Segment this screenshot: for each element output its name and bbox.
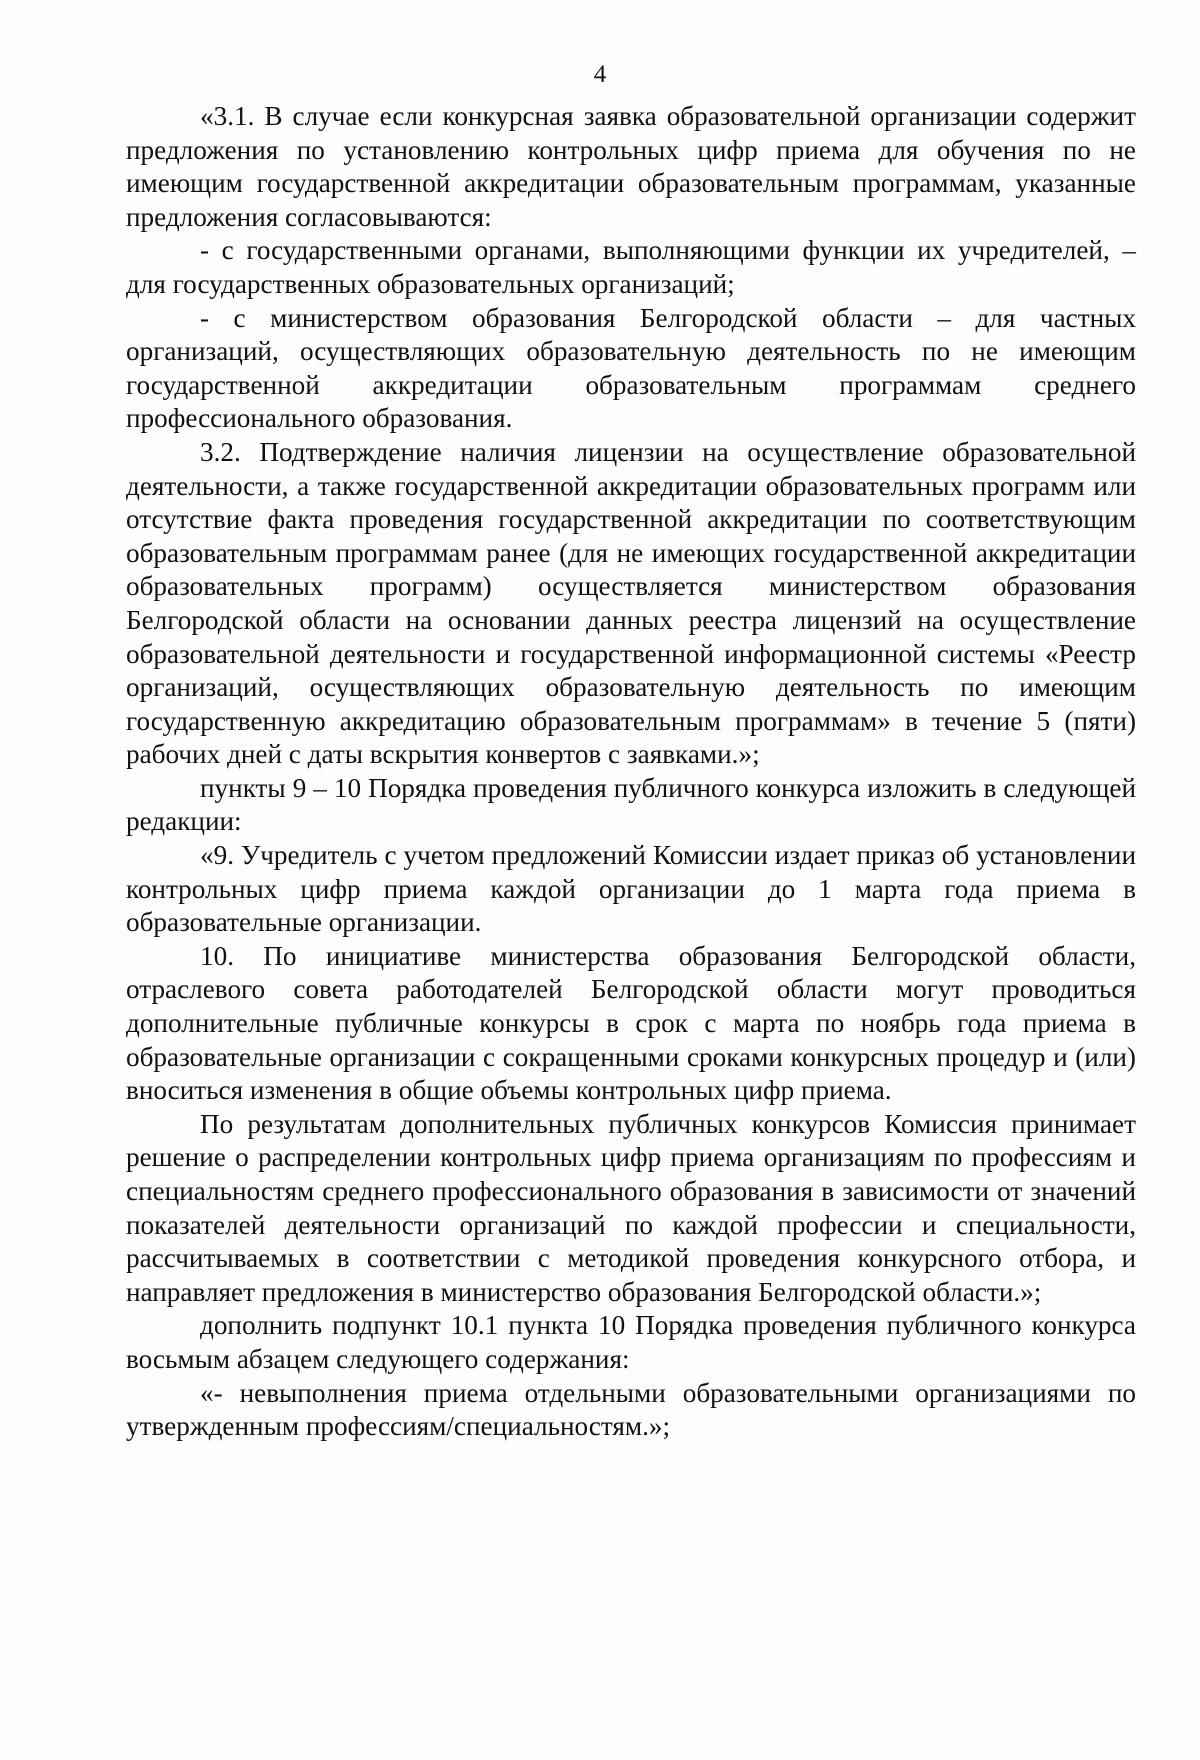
paragraph-dash-ministry: - с министерством образования Белгородской области – для частных организаций, осуществляющих образовательную деятельность по не имеющим государственной аккредитации образовательным программам среднего профессионального образования. bbox=[126, 302, 1136, 434]
paragraph-10-1-addition: «- невыполнения приема отдельными образовательными организациями по утвержденным профессиям/специальностям.»; bbox=[126, 1377, 1136, 1442]
paragraph-results: По результатам дополнительных публичных конкурсов Комиссия принимает решение о распределении контрольных цифр приема организациям по профессиям и специальностям среднего профессионального образования в зависимости от значений показателей деятельности организаций по каждой профессии и специальности, рассчитываемых в соответствии с методикой проведения конкурсного отбора, и направляет предложения в министерство образования Белгородской области.»; bbox=[126, 1108, 1136, 1307]
paragraph-9: «9. Учредитель с учетом предложений Комиссии издает приказ об установлении контрольных цифр приема каждой организации до 1 марта года приема в образовательные организации. bbox=[126, 840, 1136, 938]
paragraph-dash-state-bodies: - с государственными органами, выполняющими функции их учредителей, – для государственных образовательных организаций; bbox=[126, 235, 1136, 299]
paragraph-3-1: «3.1. В случае если конкурсная заявка образовательной организации содержит предложения по установлению контрольных цифр приема для обучения по не имеющим государственной аккредитации образовательным программам, указанные предложения согласовываются: bbox=[126, 101, 1136, 232]
paragraph-10: 10. По инициативе министерства образования Белгородской области, отраслевого совета работодателей Белгородской области могут проводиться дополнительные публичные конкурсы в срок с марта по ноябрь года приема в образовательные организации с сокращенными сроками конкурсных процедур и (или) вноситься изменения в общие объемы контрольных цифр приема. bbox=[126, 940, 1136, 1106]
page-number: 4 bbox=[593, 61, 607, 88]
paragraph-10-1-intro: дополнить подпункт 10.1 пункта 10 Порядка проведения публичного конкурса восьмым абзацем следующего содержания: bbox=[126, 1310, 1136, 1374]
paragraph-points-9-10-intro: пункты 9 – 10 Порядка проведения публичного конкурса изложить в следующей редакции: bbox=[126, 772, 1136, 837]
paragraph-3-2: 3.2. Подтверждение наличия лицензии на осуществление образовательной деятельности, а также государственной аккредитации образовательных программ или отсутствие факта проведения государственной аккредитации по соответствующим образовательным программам ранее (для не имеющих государственной аккредитации образовательных программ) осуществляется министерством образования Белгородской области на основании данных реестра лицензий на осуществление образовательной деятельности и государственной информационной системы «Реестр организаций, осуществляющих образовательную деятельность по имеющим государственную аккредитацию образовательным программам» в течение 5 (пяти) рабочих дней с даты вскрытия конвертов с заявками.»; bbox=[126, 436, 1136, 770]
document-body bbox=[126, 100, 1136, 1444]
